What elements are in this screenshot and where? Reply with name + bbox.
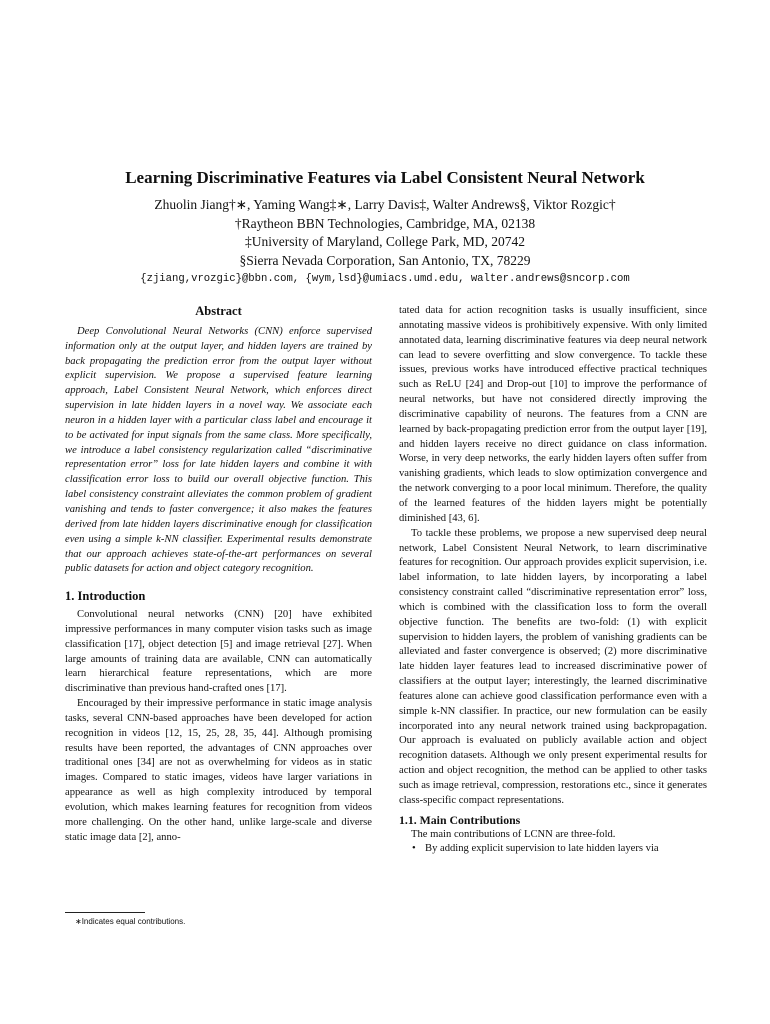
contribution-bullet-1 (399, 842, 707, 857)
author-emails: {zjiang,vrozgic}@bbn.com, {wym,lsd}@umiacs.umd.edu, walter.andrews@sncorp.com (140, 273, 630, 285)
contributions-intro: The main contributions of LCNN are three-fold. (411, 828, 616, 840)
abstract-text: Deep Convolutional Neural Networks (CNN) enforce supervised information only at the output layer, and hidden layers are trained by back propagating the prediction error from the output layer without explicit supervision. We propose a supervised feature learning approach, Label Consistent Neural Network, which enforces direct supervision in late hidden layers in a novel way. We associate each neuron in a hidden layer with a particular class label and encourage it to be activated for input signals from the same class. More specifically, we introduce a label consistency regularization called “discriminative representation error” loss for late hidden layers and combine it with classification error loss to build our overall objective function. This label consistency constraint alleviates the common problem of gradient vanishing and tends to faster convergence; it also makes the features derived from late hidden layers discriminative enough for classification even using a simple k-NN classifier. Experimental results demonstrate that our approach achieves state-of-the-art performances on several public datasets for action and object category recognition. (65, 325, 372, 575)
intro-paragraph-3: tated data for action recognition tasks is usually insufficient, since annotating massive videos is prohibitively expensive. With only limited annotated data, learning discriminative features via deep neural network can lead to severe overfitting and slow convergence. To tackle these issues, previous works have introduced effective practical techniques such as ReLU [24] and Drop-out [10] to improve the performance of neural networks, but have not considered directly improving the discriminative capability of neurons. The features from a CNN are learned by back-propagating prediction error from the output layer [19], and hidden layers receive no direct guidance on class information. Worse, in very deep networks, the early hidden layers often suffer from vanishing gradients, which leads to slow optimization convergence and the network converging to a poor local minimum. Therefore, the quality of the learned features of the hidden layers might be potentially diminished [43, 6]. (399, 305, 707, 524)
left-column (65, 304, 372, 846)
affiliation-1: †Raytheon BBN Technologies, Cambridge, MA, 02138 (234, 215, 536, 231)
intro-paragraph-2: Encouraged by their impressive performance in static image analysis tasks, several CNN-based approaches have been developed for action recognition in videos [12, 15, 25, 28, 35, 44]. Although promising results have been reported, the advantages of CNN approaches over traditional ones [34] are not as overwhelming for videos as in static images. Compared to static images, videos have larger variations in appearance as well as high complexity introduced by temporal evolution, which makes learning features for recognition from videos more challenging. On the other hand, unlike large-scale and diverse static image data [2], anno- (65, 698, 372, 843)
footnote: ∗Indicates equal contributions. (75, 917, 186, 926)
right-column (399, 304, 707, 857)
paper-title: Learning Discriminative Features via Label Consistent Neural Network (125, 168, 645, 187)
intro-paragraph-4: To tackle these problems, we propose a new supervised deep neural network, Label Consistent Neural Network, to learn discriminative features for recognition. Our approach provides explicit supervision, i.e. label information, to late hidden layers, by incorporating a label consistency constraint called “discriminative representation error” loss, which is combined with the classification loss to form the overall objective function. The benefits are two-fold: (1) with explicit supervision to hidden layers, the problem of vanishing gradients can be alleviated and faster convergence is observed; (2) more discriminative late hidden layer features lead to increased discriminative power of classifiers at the output layer; interestingly, the learned discriminative features alone can achieve good classification performance even with a simple k-NN classifier. In practice, our new formulation can be easily incorporated into any neural network trained using backpropagation. Our approach is evaluated on publicly available action and object recognition datasets. Although we only present experimental results for action and object recognition, the method can be applied to other tasks such as image retrieval, compression, restorations etc., since it generates class-specific compact representations. (399, 527, 707, 806)
abstract-heading: Abstract (195, 304, 242, 318)
author-block (0, 196, 770, 289)
affiliation-2: ‡University of Maryland, College Park, MD, 20742 (244, 234, 526, 249)
footnote-rule (65, 912, 145, 913)
section-heading-introduction: 1. Introduction (65, 589, 146, 604)
bullet-text: By adding explicit supervision to late hidden layers via (425, 843, 659, 855)
affiliation-3: §Sierra Nevada Corporation, San Antonio, TX, 78229 (239, 252, 531, 268)
bullet-mark: • (412, 843, 416, 855)
author-names: Zhuolin Jiang†∗, Yaming Wang‡∗, Larry Davis‡, Walter Andrews§, Viktor Rozgic† (154, 197, 616, 212)
subsection-heading-contributions: 1.1. Main Contributions (399, 812, 521, 827)
intro-paragraph-1: Convolutional neural networks (CNN) [20] have exhibited impressive performances in many computer vision tasks such as image classification [17], object detection [5] and image retrieval [27]. When large amounts of training data are available, CNN can automatically learn hierarchical feature representations, which are more discriminative than previous hand-crafted ones [17]. (65, 609, 372, 695)
